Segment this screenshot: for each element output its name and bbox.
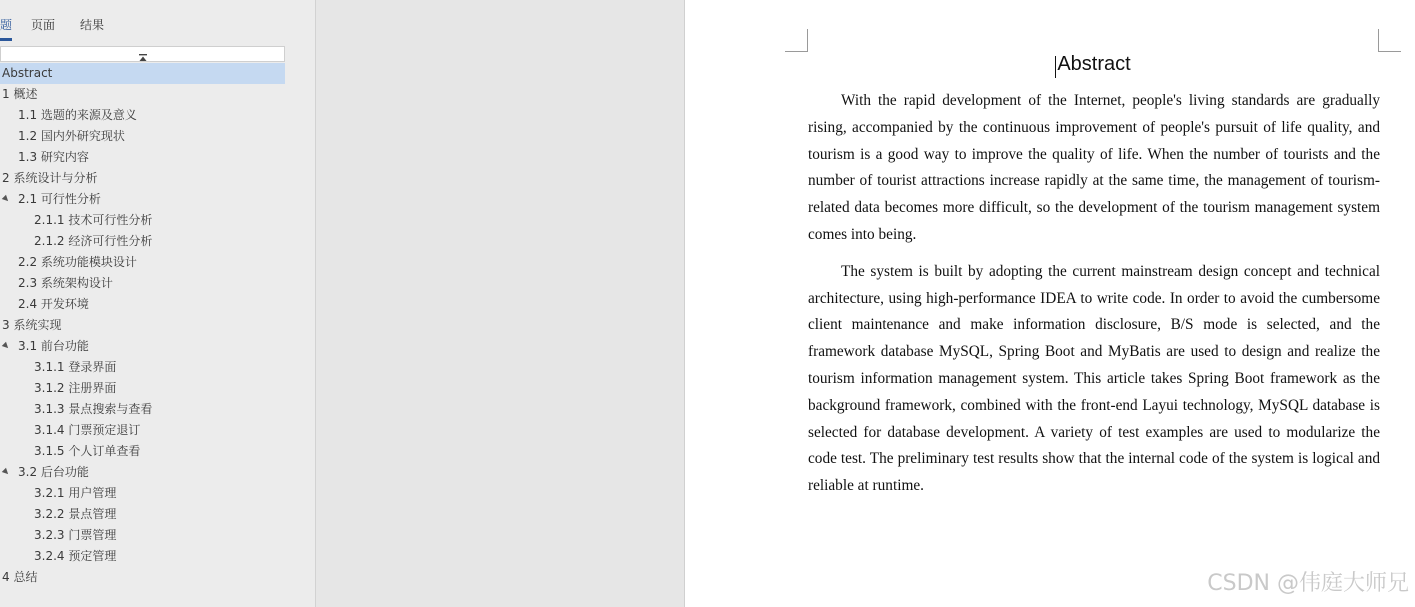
outline-item-label: 3.2.2 景点管理 bbox=[34, 507, 117, 521]
outline-item-label: 2.2 系统功能模块设计 bbox=[18, 255, 137, 269]
tab-results[interactable]: 结果 bbox=[80, 18, 105, 32]
outline-item-label: 3.1.4 门票预定退订 bbox=[34, 423, 141, 437]
navigation-pane bbox=[0, 0, 316, 607]
outline-item[interactable] bbox=[0, 357, 285, 378]
workspace-gutter bbox=[316, 0, 685, 607]
navigation-tabs bbox=[0, 10, 316, 40]
expand-caret-icon[interactable] bbox=[2, 195, 10, 203]
outline-item[interactable] bbox=[0, 231, 285, 252]
outline-item-label: 2.1.2 经济可行性分析 bbox=[34, 234, 153, 248]
outline-item-label: 4 总结 bbox=[2, 570, 38, 584]
outline-item[interactable] bbox=[0, 273, 285, 294]
outline-item[interactable] bbox=[0, 105, 285, 126]
outline-item[interactable] bbox=[0, 84, 285, 105]
outline-item-label: 2.4 开发环境 bbox=[18, 297, 89, 311]
outline-item-label: 3.1.2 注册界面 bbox=[34, 381, 117, 395]
outline-item-label: 1.2 国内外研究现状 bbox=[18, 129, 125, 143]
outline-item-label: 2 系统设计与分析 bbox=[2, 171, 98, 185]
document-page[interactable] bbox=[685, 0, 1415, 607]
outline-item[interactable] bbox=[0, 525, 285, 546]
expand-caret-icon[interactable] bbox=[2, 342, 10, 350]
outline-item[interactable] bbox=[0, 252, 285, 273]
outline-item[interactable] bbox=[0, 399, 285, 420]
outline-item-label: 3.2.3 门票管理 bbox=[34, 528, 117, 542]
collapse-up-icon bbox=[139, 54, 147, 62]
outline-item-label: 3.1.3 景点搜索与查看 bbox=[34, 402, 153, 416]
outline-item[interactable] bbox=[0, 504, 285, 525]
outline-item-label: 3.1.1 登录界面 bbox=[34, 360, 117, 374]
outline-item-label: 3.2.4 预定管理 bbox=[34, 549, 117, 563]
outline-item-label: 1.3 研究内容 bbox=[18, 150, 89, 164]
collapse-all-button[interactable] bbox=[0, 46, 285, 62]
outline-item-label: 2.1 可行性分析 bbox=[18, 192, 101, 206]
outline-item-label: 1.1 选题的来源及意义 bbox=[18, 108, 137, 122]
crop-mark-top-left bbox=[785, 29, 808, 52]
crop-mark-top-right bbox=[1378, 29, 1401, 52]
outline-item[interactable] bbox=[0, 336, 285, 357]
outline-item[interactable] bbox=[0, 147, 285, 168]
outline-item[interactable] bbox=[0, 189, 285, 210]
outline-item[interactable] bbox=[0, 546, 285, 567]
outline-item[interactable] bbox=[0, 126, 285, 147]
document-body[interactable] bbox=[808, 88, 1380, 510]
outline-item[interactable] bbox=[0, 63, 285, 84]
outline-item[interactable] bbox=[0, 462, 285, 483]
outline-item[interactable] bbox=[0, 567, 285, 588]
outline-item[interactable] bbox=[0, 378, 285, 399]
outline-item-label: 3 系统实现 bbox=[2, 318, 62, 332]
paragraph-1[interactable]: With the rapid development of the Internet, people's living standards are gradually rising, accompanied by the continuous improvement of people's pursuit of life quality, and tourism is a good way to improve the quality of life. When the number of tourists and the number of tourist attractions increase rapidly at the same time, the management of tourism-related data becomes more difficult, so the development of the tourism management system comes into being. bbox=[808, 92, 1380, 243]
paragraph-2[interactable]: The system is built by adopting the current mainstream design concept and technical architecture, using high-performance IDEA to write code. In order to avoid the cumbersome client maintenance and make information disclosure, B/S mode is selected, and the framework database MySQL, Spring Boot and MyBatis are used to design and realize the tourism information management system. This article takes Spring Boot framework as the background framework, combined with the front-end Layui technology, MySQL database is selected for database development. A variety of test examples are used to modularize the code test. The preliminary test results show that the internal code of the system is logical and reliable at runtime. bbox=[808, 262, 1380, 495]
outline-item-label: Abstract bbox=[2, 66, 53, 80]
outline-item[interactable] bbox=[0, 441, 285, 462]
outline-item[interactable] bbox=[0, 315, 285, 336]
outline-item[interactable] bbox=[0, 420, 285, 441]
outline-item-label: 3.2 后台功能 bbox=[18, 465, 89, 479]
outline-item-label: 2.3 系统架构设计 bbox=[18, 276, 113, 290]
outline-item[interactable] bbox=[0, 210, 285, 231]
outline-item-label: 3.1 前台功能 bbox=[18, 339, 89, 353]
tab-headings[interactable]: 题 bbox=[0, 18, 13, 32]
outline-item-label: 3.1.5 个人订单查看 bbox=[34, 444, 141, 458]
outline-item[interactable] bbox=[0, 483, 285, 504]
expand-caret-icon[interactable] bbox=[2, 468, 10, 476]
outline-item-label: 1 概述 bbox=[2, 87, 38, 101]
outline-item[interactable] bbox=[0, 294, 285, 315]
tab-pages[interactable]: 页面 bbox=[31, 18, 56, 32]
page-title[interactable]: Abstract bbox=[1057, 53, 1131, 75]
watermark: CSDN @伟庭大师兄 bbox=[1207, 571, 1409, 596]
outline-item-label: 3.2.1 用户管理 bbox=[34, 486, 117, 500]
outline-item[interactable] bbox=[0, 168, 285, 189]
document-outline bbox=[0, 63, 285, 588]
outline-item-label: 2.1.1 技术可行性分析 bbox=[34, 213, 153, 227]
